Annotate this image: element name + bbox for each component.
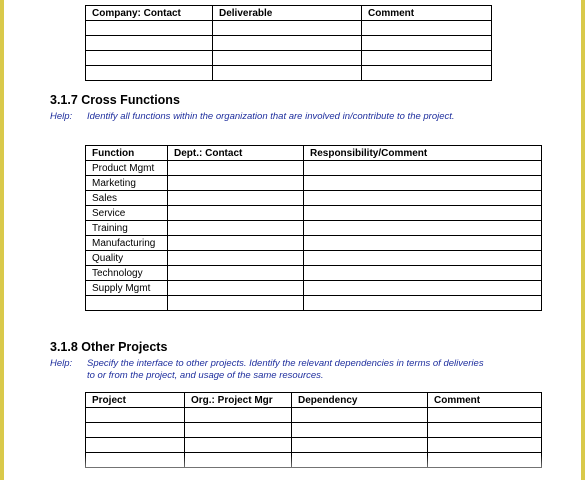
column-header-comment: Comment xyxy=(362,6,492,21)
table-cell[interactable] xyxy=(428,453,542,468)
help-label: Help: xyxy=(50,111,73,122)
column-header-deliverable: Deliverable xyxy=(213,6,362,21)
company-contact-table xyxy=(85,5,492,81)
function-cell: Sales xyxy=(86,191,168,206)
function-cell: Manufacturing xyxy=(86,236,168,251)
document-page xyxy=(4,0,581,480)
table-cell[interactable] xyxy=(168,281,304,296)
table-cell[interactable] xyxy=(168,191,304,206)
table-row xyxy=(86,423,542,438)
table-cell[interactable] xyxy=(168,251,304,266)
table-cell[interactable] xyxy=(292,423,428,438)
function-cell: Quality xyxy=(86,251,168,266)
section-heading-cross-functions: 3.1.7 Cross Functions xyxy=(50,93,180,107)
table-row xyxy=(86,266,542,281)
table-cell[interactable] xyxy=(86,423,185,438)
table-cell[interactable] xyxy=(362,66,492,81)
table-row xyxy=(86,36,492,51)
table-cell[interactable] xyxy=(168,236,304,251)
function-cell: Supply Mgmt xyxy=(86,281,168,296)
table-cell[interactable] xyxy=(292,453,428,468)
table-cell[interactable] xyxy=(213,21,362,36)
table-row xyxy=(86,66,492,81)
function-cell[interactable] xyxy=(86,296,168,311)
section-heading-other-projects: 3.1.8 Other Projects xyxy=(50,340,168,354)
column-header-responsibility-comment: Responsibility/Comment xyxy=(304,146,542,161)
table-cell[interactable] xyxy=(185,438,292,453)
table-cell[interactable] xyxy=(304,296,542,311)
table-cell[interactable] xyxy=(86,21,213,36)
table-cell[interactable] xyxy=(86,51,213,66)
table-cell[interactable] xyxy=(428,438,542,453)
table-cell[interactable] xyxy=(304,236,542,251)
table-cell[interactable] xyxy=(362,36,492,51)
table-cell[interactable] xyxy=(86,66,213,81)
table-row xyxy=(86,221,542,236)
table-row xyxy=(86,191,542,206)
table-cell[interactable] xyxy=(304,281,542,296)
table-cell[interactable] xyxy=(86,438,185,453)
table-cell[interactable] xyxy=(304,221,542,236)
table-cell[interactable] xyxy=(168,296,304,311)
column-header-comment: Comment xyxy=(428,393,542,408)
column-header-company-contact: Company: Contact xyxy=(86,6,213,21)
table-row xyxy=(86,438,542,453)
table-cell[interactable] xyxy=(428,408,542,423)
column-header-function: Function xyxy=(86,146,168,161)
table-row xyxy=(86,161,542,176)
table-cell[interactable] xyxy=(168,221,304,236)
table-row xyxy=(86,51,492,66)
table-cell[interactable] xyxy=(86,408,185,423)
table-header-row xyxy=(86,146,542,161)
table-cell[interactable] xyxy=(292,408,428,423)
table-row xyxy=(86,206,542,221)
table-row xyxy=(86,176,542,191)
column-header-org-project-mgr: Org.: Project Mgr xyxy=(185,393,292,408)
table-cell[interactable] xyxy=(185,423,292,438)
table-cell[interactable] xyxy=(213,36,362,51)
table-row xyxy=(86,408,542,423)
column-header-dependency: Dependency xyxy=(292,393,428,408)
table-cell[interactable] xyxy=(304,251,542,266)
table-cell[interactable] xyxy=(168,206,304,221)
table-cell[interactable] xyxy=(168,176,304,191)
table-cell[interactable] xyxy=(292,438,428,453)
column-header-dept-contact: Dept.: Contact xyxy=(168,146,304,161)
column-header-project: Project xyxy=(86,393,185,408)
table-row xyxy=(86,453,542,468)
table-row xyxy=(86,251,542,266)
table-row xyxy=(86,296,542,311)
function-cell: Training xyxy=(86,221,168,236)
table-cell[interactable] xyxy=(428,423,542,438)
table-cell[interactable] xyxy=(304,266,542,281)
table-cell[interactable] xyxy=(304,191,542,206)
help-text: Specify the interface to other projects. Identify the relevant dependencies in terms of deliveries to or from the project, and usage of the same resources. xyxy=(87,358,484,381)
table-row xyxy=(86,21,492,36)
table-cell[interactable] xyxy=(362,51,492,66)
other-projects-table xyxy=(85,392,542,468)
help-label: Help: xyxy=(50,358,73,369)
cross-functions-table xyxy=(85,145,542,311)
table-header-row xyxy=(86,6,492,21)
table-cell[interactable] xyxy=(168,266,304,281)
help-text: Identify all functions within the organization that are involved in/contribute to the project. xyxy=(87,111,455,122)
table-cell[interactable] xyxy=(86,36,213,51)
table-cell[interactable] xyxy=(213,51,362,66)
table-cell[interactable] xyxy=(304,176,542,191)
table-header-row xyxy=(86,393,542,408)
table-row xyxy=(86,281,542,296)
function-cell: Service xyxy=(86,206,168,221)
function-cell: Technology xyxy=(86,266,168,281)
table-cell[interactable] xyxy=(185,408,292,423)
table-cell[interactable] xyxy=(304,206,542,221)
table-cell[interactable] xyxy=(185,453,292,468)
table-cell[interactable] xyxy=(168,161,304,176)
table-cell[interactable] xyxy=(213,66,362,81)
function-cell: Marketing xyxy=(86,176,168,191)
table-cell[interactable] xyxy=(362,21,492,36)
table-cell[interactable] xyxy=(304,161,542,176)
table-row xyxy=(86,236,542,251)
function-cell: Product Mgmt xyxy=(86,161,168,176)
table-cell[interactable] xyxy=(86,453,185,468)
